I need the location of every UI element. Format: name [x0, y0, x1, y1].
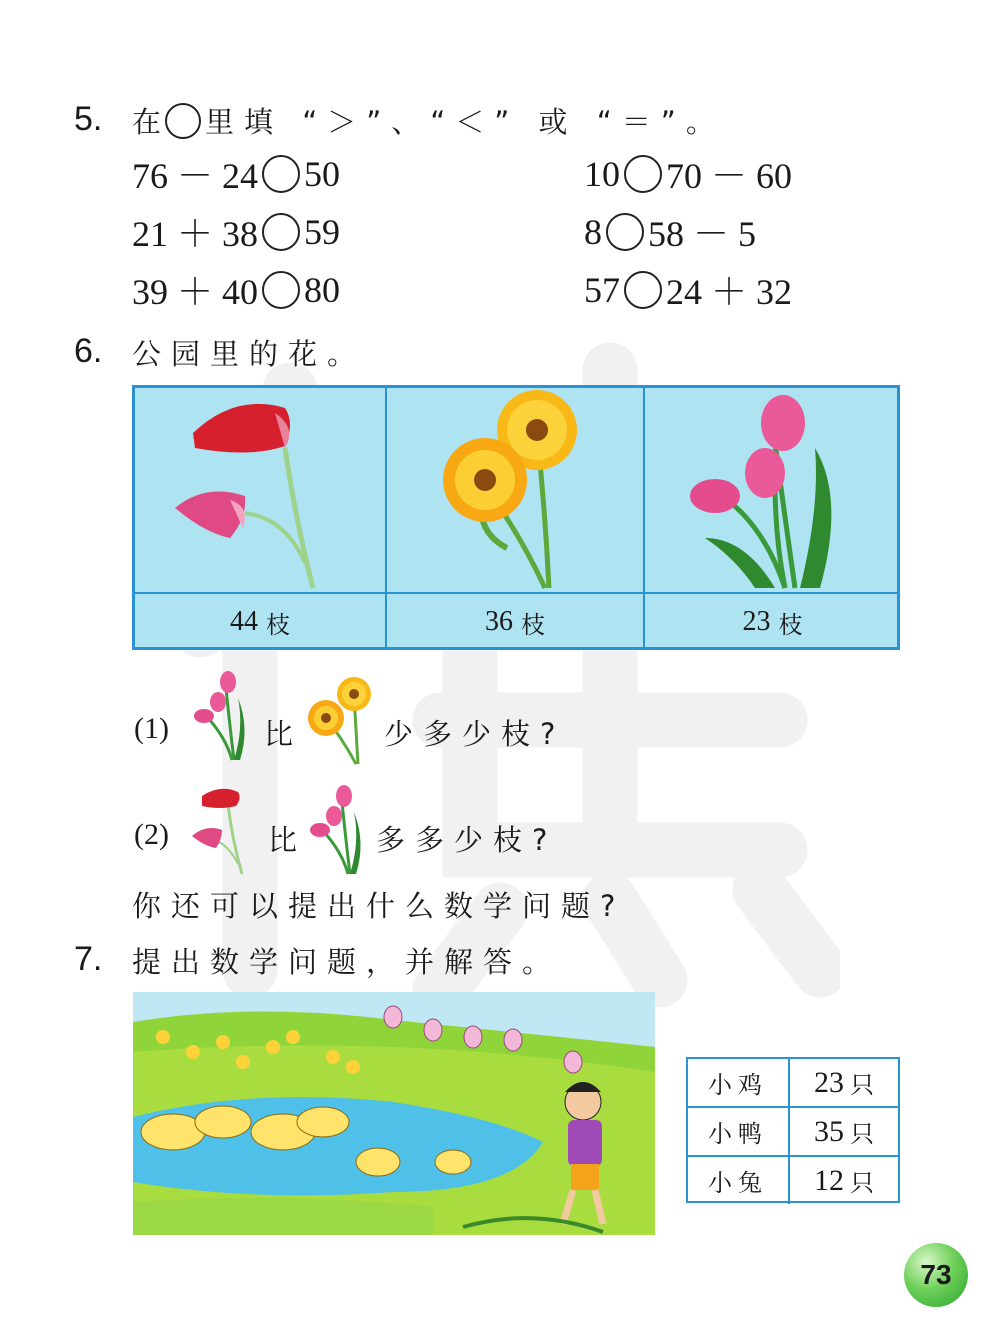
expr-right: 58 － 5 — [648, 214, 757, 254]
animal-count-value: 12 — [814, 1163, 844, 1197]
page-number-badge: 73 — [904, 1243, 968, 1307]
flower-count-value: 36 — [485, 606, 513, 637]
expr-left: 8 — [584, 211, 602, 252]
q6-extra-prompt: 你还可以提出什么数学问题? — [132, 889, 626, 923]
q5-instruction-pre: 在 — [132, 105, 172, 139]
flower-table — [132, 385, 900, 650]
expr-right: 70 － 60 — [666, 156, 793, 196]
answer-circle[interactable] — [262, 271, 300, 309]
table-row — [688, 1059, 898, 1108]
q6-sub1-label: (1) — [134, 712, 169, 745]
q5-left-row-2 — [132, 206, 340, 257]
q6-sub2-label: (2) — [134, 818, 169, 851]
q6-number: 6. — [74, 332, 103, 370]
q5-right-row-2 — [584, 206, 756, 257]
gerbera-icon — [298, 676, 380, 766]
q6-sub1-question: 少多少枝? — [384, 717, 566, 751]
animal-count-unit: 只 — [850, 1120, 874, 1148]
flower-count-unit: 枝 — [778, 610, 803, 639]
animal-name: 小鸭 — [688, 1108, 790, 1155]
expr-right: 80 — [304, 269, 341, 310]
farm-scene-illustration — [133, 992, 655, 1235]
gerbera-cell — [387, 388, 645, 592]
flower-count-value: 23 — [742, 606, 771, 637]
flower-count-unit: 枝 — [521, 610, 545, 639]
answer-circle[interactable] — [606, 213, 644, 251]
q5-instruction-post: 里填 “＞”、“＜” 或 “＝”。 — [205, 105, 725, 139]
tulip-image — [645, 388, 900, 592]
calla-lily-icon — [188, 784, 260, 876]
q7-number: 7. — [74, 940, 103, 978]
flower-count-unit: 枝 — [266, 610, 290, 639]
q5-instruction — [132, 100, 725, 141]
expr-left: 39 ＋ 40 — [132, 272, 259, 312]
gerbera-image — [387, 388, 643, 592]
calla-lily-cell — [135, 388, 387, 592]
answer-circle[interactable] — [262, 155, 300, 193]
q6-sub2-question: 多多少枝? — [376, 823, 558, 857]
tulip-cell — [645, 388, 900, 592]
expr-right: 24 ＋ 32 — [666, 272, 793, 312]
animal-count-unit: 只 — [850, 1071, 874, 1099]
animal-count — [790, 1059, 898, 1106]
tulip-icon — [188, 668, 258, 762]
animal-count-value: 23 — [814, 1065, 844, 1099]
animal-count-unit: 只 — [850, 1169, 874, 1197]
answer-circle[interactable] — [624, 271, 662, 309]
expr-left: 21 ＋ 38 — [132, 214, 259, 254]
circle-icon — [165, 103, 201, 139]
expr-left: 57 — [584, 269, 620, 310]
q5-number: 5. — [74, 100, 103, 138]
q6-sub2-compare: 比 — [268, 823, 308, 857]
animal-count-value: 35 — [814, 1114, 844, 1148]
animal-name: 小鸡 — [688, 1059, 790, 1106]
q5-right-row-1 — [584, 148, 792, 199]
animal-count — [790, 1157, 898, 1204]
table-row — [688, 1108, 898, 1157]
q6-title: 公园里的花。 — [132, 337, 367, 371]
q7-title: 提出数学问题，并解答。 — [132, 945, 562, 979]
answer-circle[interactable] — [262, 213, 300, 251]
flower-count-value: 44 — [230, 606, 258, 637]
q6-sub1-compare: 比 — [264, 717, 304, 751]
expr-left: 10 — [584, 153, 620, 194]
expr-right: 59 — [304, 211, 341, 252]
q5-left-row-3 — [132, 264, 340, 315]
tulip-icon — [304, 782, 374, 876]
answer-circle[interactable] — [624, 155, 662, 193]
tulip-count — [645, 592, 900, 650]
table-row — [688, 1157, 898, 1204]
animal-count — [790, 1108, 898, 1155]
expr-left: 76 － 24 — [132, 156, 259, 196]
calla-lily-count — [135, 592, 387, 650]
animal-count-table — [686, 1057, 900, 1203]
expr-right: 50 — [304, 153, 341, 194]
animal-name: 小兔 — [688, 1157, 790, 1204]
calla-lily-image — [135, 388, 385, 592]
q5-left-row-1 — [132, 148, 340, 199]
q5-right-row-3 — [584, 264, 792, 315]
gerbera-count — [387, 592, 645, 650]
